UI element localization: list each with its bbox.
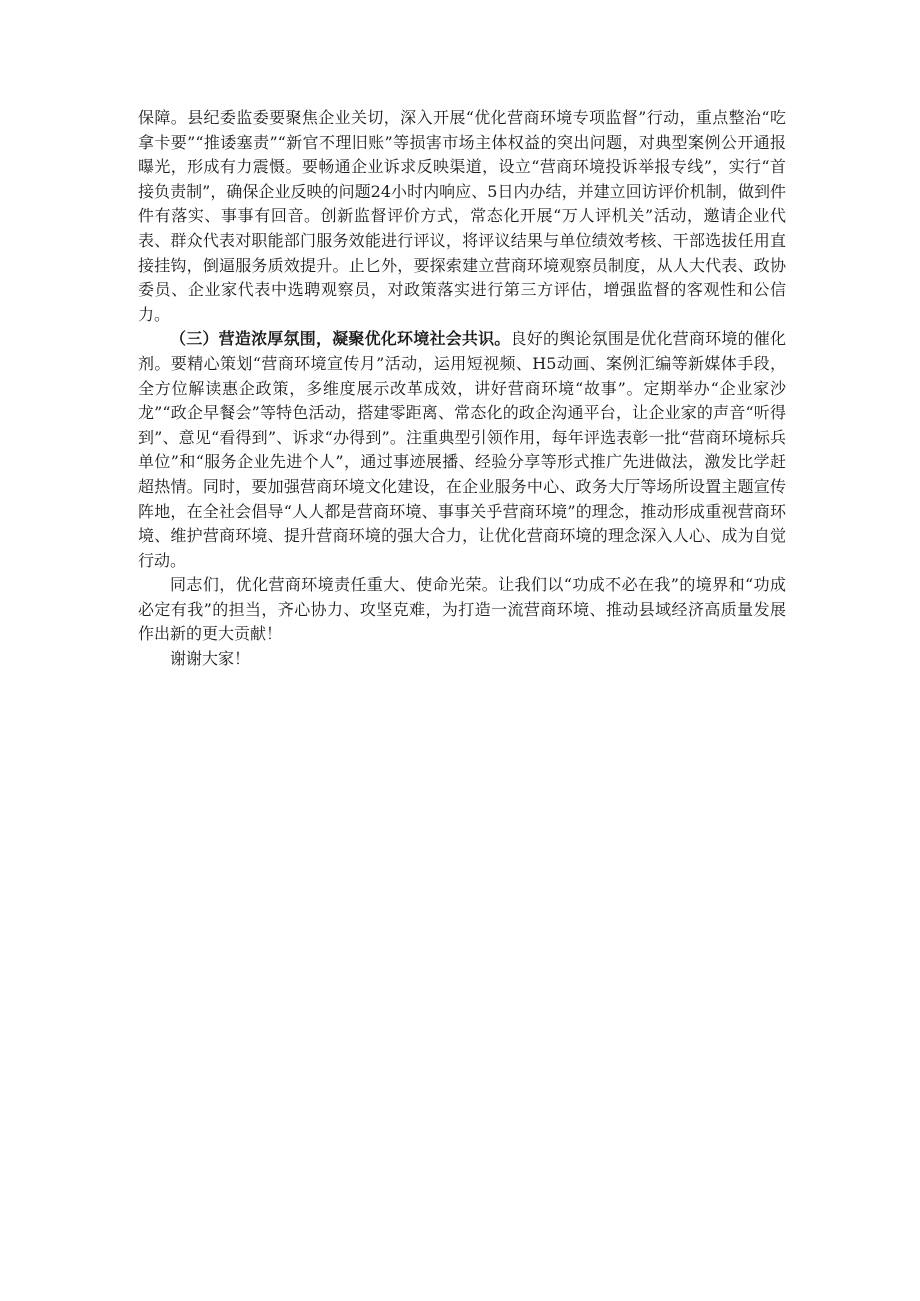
section-3-body: 良好的舆论氛围是优化营商环境的催化剂。要精心策划“营商环境宣传月”活动，运用短视频、H5动画、案例汇编等新媒体手段，全方位解读惠企政策，多维度展示改革成效，讲好营商环境“故事”。定期举办“企业家沙龙”“政企早餐会”等特色活动，搭建零距离、常态化的政企沟通平台，让企业家的声音“听得到”、意见“看得到”、诉求“办得到”。注重典型引领作用，每年评选表彰一批“营商环境标兵单位”和“服务企业先进个人”，通过事迹展播、经验分享等形式推广先进做法，激发比学赶超热情。同时，要加强营商环境文化建设，在企业服务中心、政务大厅等场所设置主题宣传阵地，在全社会倡导“人人都是营商环境、事事关乎营商环境”的理念，推动形成重视营商环境、维护营商环境、提升营商环境的强大合力，让优化营商环境的理念深入人心、成为自觉行动。 [138,329,786,570]
paragraph-supervision: 保障。县纪委监委要聚焦企业关切，深入开展“优化营商环境专项监督”行动，重点整治“吃拿卡要”“推诿塞责”“新官不理旧账”等损害市场主体权益的突出问题，对典型案例公开通报曝光，形成有力震慑。要畅通企业诉求反映渠道，设立“营商环境投诉举报专线”，实行“首接负责制”，确保企业反映的问题24小时内响应、5日内办结，并建立回访评价机制，做到件件有落实、事事有回音。创新监督评价方式，常态化开展“万人评机关”活动，邀请企业代表、群众代表对职能部门服务效能进行评议，将评议结果与单位绩效考核、干部选拔任用直接挂钩，倒逼服务质效提升。止匕外，要探索建立营商环境观察员制度，从人大代表、政协委员、企业家代表中选聘观察员，对政策落实进行第三方评估，增强监督的客观性和公信力。 [138,108,786,324]
document-page [138,106,786,672]
paragraph-closing: 同志们，优化营商环境责任重大、使命光荣。让我们以“功成不必在我”的境界和“功成必定有我”的担当，齐心协力、攻坚克难，为打造一流营商环境、推动县域经济高质量发展作出新的更大贡献！ [138,575,786,644]
paragraph-section-3 [138,327,786,573]
paragraph-thanks: 谢谢大家！ [170,649,251,669]
section-3-heading: （三）营造浓厚氛围，凝聚优化环境社会共识。 [170,329,511,349]
